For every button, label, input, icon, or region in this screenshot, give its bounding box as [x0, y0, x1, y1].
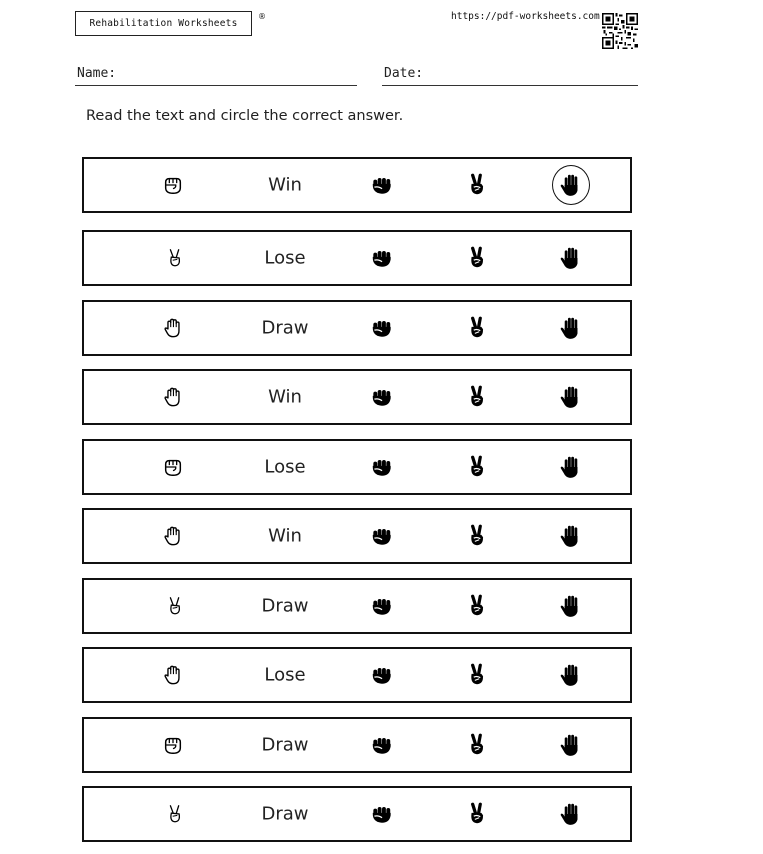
question-word: Draw	[261, 803, 309, 825]
answer-choice-rock[interactable]	[369, 454, 395, 480]
fist-icon	[369, 732, 395, 758]
answer-choice-rock[interactable]	[369, 172, 395, 198]
question-row	[82, 508, 632, 564]
peace-sign-icon	[164, 595, 186, 617]
fist-icon-prompt	[162, 174, 184, 196]
peace-sign-icon	[464, 732, 490, 758]
fist-icon	[369, 172, 395, 198]
open-hand-icon-prompt	[162, 386, 184, 408]
answer-choice-scissors[interactable]	[464, 523, 490, 549]
answer-choice-rock[interactable]	[369, 662, 395, 688]
open-hand-icon-prompt	[162, 664, 184, 686]
answer-choice-scissors[interactable]	[464, 593, 490, 619]
answer-choice-rock[interactable]	[369, 384, 395, 410]
fist-icon	[369, 384, 395, 410]
answer-choice-scissors[interactable]	[464, 454, 490, 480]
answer-choice-scissors[interactable]	[464, 245, 490, 271]
open-hand-icon-prompt	[162, 525, 184, 547]
answer-choice-rock[interactable]	[369, 245, 395, 271]
fist-icon	[162, 174, 184, 196]
peace-sign-icon	[464, 523, 490, 549]
question-word: Draw	[261, 734, 309, 756]
open-hand-icon	[558, 523, 584, 549]
question-row	[82, 578, 632, 634]
question-row	[82, 230, 632, 286]
answer-choice-rock[interactable]	[369, 801, 395, 827]
peace-sign-icon	[464, 593, 490, 619]
worksheet-brand-label: Rehabilitation Worksheets	[75, 11, 252, 36]
answer-choice-scissors[interactable]	[464, 801, 490, 827]
open-hand-icon	[558, 454, 584, 480]
open-hand-icon	[558, 801, 584, 827]
open-hand-icon	[162, 386, 184, 408]
open-hand-icon	[162, 317, 184, 339]
fist-icon	[162, 456, 184, 478]
registered-mark: ®	[258, 12, 266, 21]
question-row	[82, 300, 632, 356]
fist-icon	[162, 734, 184, 756]
question-row	[82, 439, 632, 495]
peace-sign-icon-prompt	[164, 595, 186, 617]
fist-icon	[369, 454, 395, 480]
question-row	[82, 717, 632, 773]
question-word: Lose	[264, 456, 306, 478]
answer-choice-paper[interactable]	[558, 801, 584, 827]
peace-sign-icon	[464, 172, 490, 198]
question-word: Win	[268, 174, 302, 196]
peace-sign-icon	[164, 803, 186, 825]
question-row	[82, 647, 632, 703]
peace-sign-icon	[464, 245, 490, 271]
peace-sign-icon	[164, 247, 186, 269]
peace-sign-icon	[464, 384, 490, 410]
answer-choice-scissors[interactable]	[464, 315, 490, 341]
open-hand-icon	[558, 384, 584, 410]
open-hand-icon	[558, 732, 584, 758]
site-url[interactable]: https://pdf-worksheets.com	[451, 11, 600, 22]
fist-icon-prompt	[162, 456, 184, 478]
question-row	[82, 786, 632, 842]
answer-choice-paper[interactable]	[558, 593, 584, 619]
answer-choice-paper[interactable]	[558, 454, 584, 480]
answer-choice-scissors[interactable]	[464, 384, 490, 410]
open-hand-icon-prompt	[162, 317, 184, 339]
fist-icon	[369, 662, 395, 688]
peace-sign-icon	[464, 454, 490, 480]
peace-sign-icon-prompt	[164, 803, 186, 825]
name-field[interactable]	[75, 62, 357, 86]
question-word: Lose	[264, 247, 306, 269]
open-hand-icon	[558, 593, 584, 619]
question-word: Draw	[261, 317, 309, 339]
date-label: Date:	[384, 66, 424, 81]
question-word: Lose	[264, 664, 306, 686]
date-field[interactable]	[382, 62, 638, 86]
peace-sign-icon	[464, 662, 490, 688]
question-word: Win	[268, 386, 302, 408]
open-hand-icon	[162, 525, 184, 547]
open-hand-icon	[558, 315, 584, 341]
question-word: Win	[268, 525, 302, 547]
answer-choice-rock[interactable]	[369, 523, 395, 549]
answer-choice-paper[interactable]	[558, 384, 584, 410]
fist-icon	[369, 523, 395, 549]
fist-icon-prompt	[162, 734, 184, 756]
peace-sign-icon	[464, 315, 490, 341]
answer-choice-scissors[interactable]	[464, 172, 490, 198]
peace-sign-icon	[464, 801, 490, 827]
answer-choice-paper[interactable]	[558, 732, 584, 758]
answer-choice-paper[interactable]	[558, 245, 584, 271]
question-word: Draw	[261, 595, 309, 617]
answer-choice-scissors[interactable]	[464, 732, 490, 758]
instruction-text: Read the text and circle the correct answer.	[86, 108, 404, 124]
answer-choice-rock[interactable]	[369, 315, 395, 341]
answer-choice-paper[interactable]	[558, 523, 584, 549]
peace-sign-icon-prompt	[164, 247, 186, 269]
answer-choice-scissors[interactable]	[464, 662, 490, 688]
fist-icon	[369, 245, 395, 271]
answer-choice-rock[interactable]	[369, 732, 395, 758]
circled-answer-mark	[552, 165, 590, 205]
qr-code-icon	[602, 13, 638, 49]
fist-icon	[369, 801, 395, 827]
answer-choice-paper[interactable]	[558, 315, 584, 341]
question-row	[82, 369, 632, 425]
fist-icon	[369, 593, 395, 619]
question-row	[82, 157, 632, 213]
fist-icon	[369, 315, 395, 341]
open-hand-icon	[558, 662, 584, 688]
answer-choice-rock[interactable]	[369, 593, 395, 619]
answer-choice-paper[interactable]	[558, 662, 584, 688]
open-hand-icon	[558, 245, 584, 271]
open-hand-icon	[162, 664, 184, 686]
name-label: Name:	[77, 66, 117, 81]
